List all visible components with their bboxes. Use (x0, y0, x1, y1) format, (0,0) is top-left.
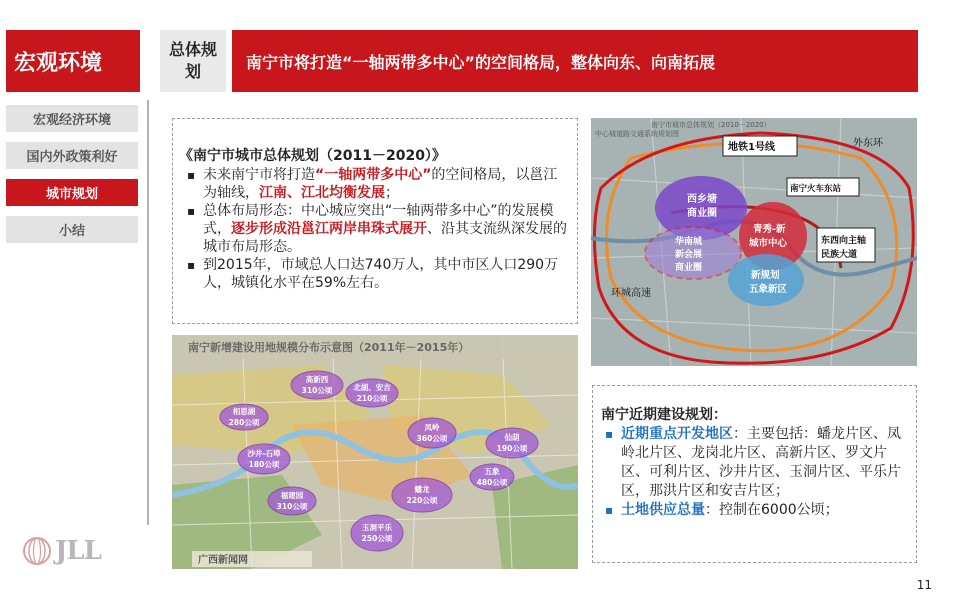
blob-area: 180公顷 (248, 460, 280, 469)
blob-label: 仙葫 (504, 433, 520, 442)
jll-logo-icon (22, 536, 52, 566)
blob-area: 220公顷 (406, 496, 438, 505)
blob-label: 福建园 (280, 491, 304, 500)
map-label-xixiangtang-2: 商业圈 (687, 208, 717, 219)
section-nav (6, 105, 138, 253)
text-run: 未来南宁市将打造 (203, 167, 315, 183)
new-land-use-map (172, 335, 578, 569)
blob-area: 190公顷 (496, 444, 528, 453)
map-label-outer-ring: 外东环 (853, 138, 883, 149)
blob-area: 210公顷 (356, 394, 388, 403)
blob-label: 凤岭 (424, 423, 440, 432)
header-label: 总体规划 (160, 30, 226, 92)
city-master-plan-map (591, 118, 917, 366)
text-run: 、沿其支流纵深发展的城市布局形态。 (203, 221, 567, 255)
blob-area: 360公顷 (416, 434, 448, 443)
nav-divider (147, 100, 149, 525)
jll-logo (22, 536, 101, 566)
nav-item-city-planning[interactable]: 城市规划 (6, 179, 138, 206)
blob-label: 沙井-石埠 (247, 449, 281, 458)
text-run: ：主要包括：蟠龙片区、凤岭北片区、龙岗北片区、高新片区、罗文片区、可利片区、沙井片区、玉洞片区、平乐片区，那洪片区和安吉片区； (621, 426, 901, 499)
nav-item-policy[interactable]: 国内外政策利好 (6, 142, 138, 169)
text-run: 到2015年，市域总人口达740万人，其中市区人口290万人，城镇化水平在59%左右。 (203, 257, 559, 291)
map-label-huanan: 华南城 (675, 237, 703, 247)
plan-bullet-3 (183, 256, 567, 292)
recent-plan-heading: 南宁近期建设规划： (601, 407, 727, 423)
nav-item-summary[interactable]: 小结 (6, 216, 138, 243)
plan-bullet-2 (183, 202, 567, 256)
blob-area: 310公顷 (276, 502, 308, 511)
map-label-qingxiu-2: 城市中心 (749, 238, 788, 249)
map2-watermark: 广西新闻网 (198, 555, 248, 566)
map-title-text: 南宁市城市总体规划（2010－2020） (651, 121, 771, 129)
highlight-run: 近期重点开发地区 (621, 426, 733, 442)
blob-area: 250公顷 (361, 534, 393, 543)
map-label-huanan-3: 商业圈 (675, 263, 703, 273)
blob-label: 北湖、安吉 (353, 383, 391, 392)
blob-label: 玉洞平乐 (362, 523, 392, 532)
logo-text: JLL (55, 536, 101, 566)
text-run: 的空间格局，以邕江为轴线， (203, 167, 558, 201)
blob-label: 高新西 (305, 375, 329, 384)
nav-item-macro-economy[interactable]: 宏观经济环境 (6, 105, 138, 132)
map-label-axis: 东西向主轴 (821, 236, 867, 246)
section-title: 宏观环境 (6, 30, 140, 92)
highlight-run: 逐步形成沿邕江两岸串珠式展开 (231, 221, 427, 237)
map-label-wuxiang: 新规划 (751, 270, 780, 281)
map-label-ring-highway: 环城高速 (611, 288, 651, 299)
plan-bullet-1 (183, 166, 567, 202)
map2-title-text: 南宁新增建设用地规模分布示意图（2011年－2015年） (188, 341, 470, 354)
slide-title: 南宁市将打造“一轴两带多中心”的空间格局，整体向东、向南拓展 (232, 30, 918, 92)
text-run: ； (385, 185, 399, 201)
map-label-station: 南宁火车东站 (790, 184, 842, 194)
map-label-axis-2: 民族大道 (821, 250, 858, 260)
plan-bullets (183, 166, 567, 292)
map-label-metro: 地铁1号线 (728, 142, 775, 153)
blob-label: 蟠龙 (414, 485, 430, 494)
map-label-qingxiu: 青秀-新 (753, 224, 786, 235)
blob-area: 310公顷 (301, 386, 333, 395)
blob-area: 280公顷 (228, 418, 260, 427)
recent-plan-bullets (601, 425, 908, 520)
map-label-wuxiang-2: 五象新区 (749, 284, 788, 295)
recent-bullet-2 (601, 501, 908, 520)
recent-plan-box (592, 385, 917, 563)
highlight-run: “一轴两带多中心” (315, 167, 432, 183)
recent-bullet-1 (601, 425, 908, 501)
map-label-huanan-2: 新会展 (675, 250, 703, 260)
blob-label: 五象 (484, 467, 500, 476)
text-run: ：控制在6000公顷； (705, 502, 839, 518)
plan-book-title: 《南宁市城市总体规划（2011－2020）》 (179, 148, 446, 164)
master-plan-box (172, 118, 578, 324)
blob-area: 480公顷 (476, 478, 508, 487)
text-run: 总体布局形态：中心城应突出“一轴两带多中心”的发展模式， (203, 203, 554, 237)
map-subtitle-text: 中心城道路交通系统规划图 (595, 130, 679, 138)
page-number: 11 (916, 578, 932, 592)
map-label-xixiangtang: 西乡塘 (687, 194, 717, 205)
highlight-run: 江南、江北均衡发展 (259, 185, 385, 201)
highlight-run: 土地供应总量 (621, 502, 705, 518)
blob-label: 相思湖 (232, 407, 256, 416)
